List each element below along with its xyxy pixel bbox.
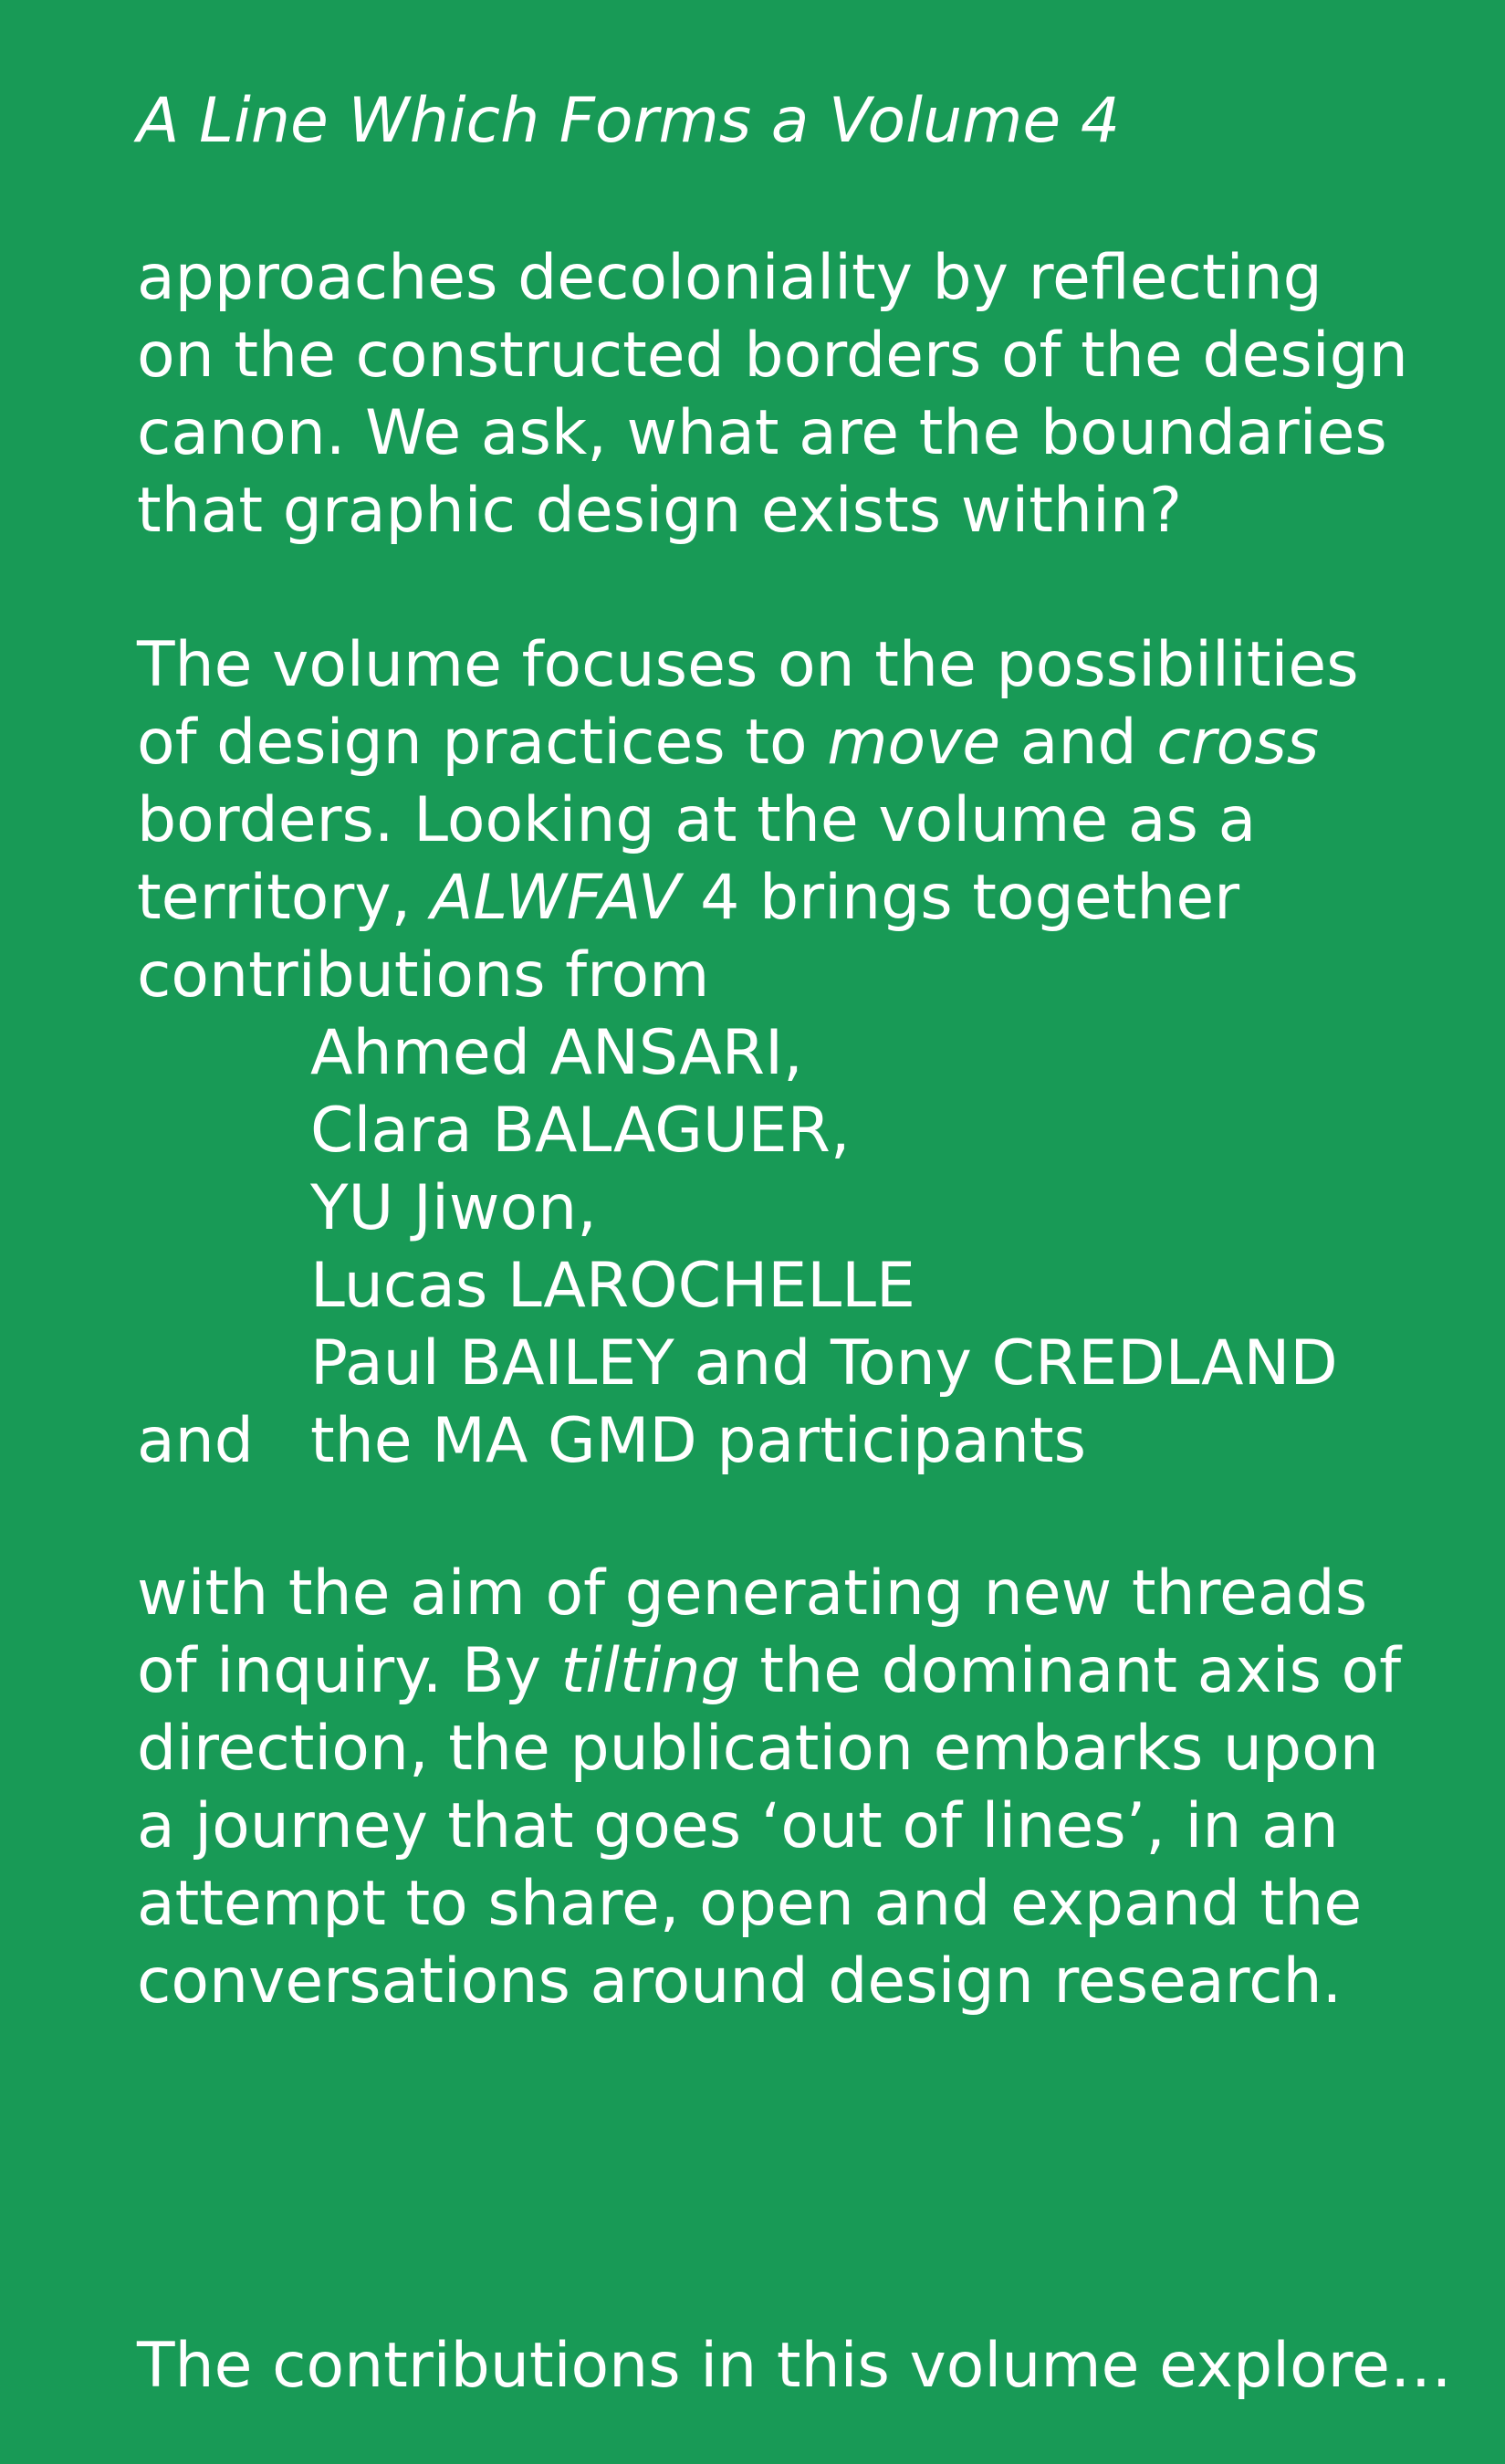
text-line: approaches decoloniality by reflecting <box>137 242 1322 314</box>
text-line: direction, the publication embarks upon <box>137 1713 1379 1785</box>
contributor-yu: YU Jiwon, <box>310 1172 597 1244</box>
text-line: attempt to share, open and expand the <box>137 1868 1363 1940</box>
text-fragment: and <box>1000 707 1157 779</box>
contributor-ma-gmd: the MA GMD participants <box>310 1405 1086 1477</box>
contributor-last-line <box>137 1402 1359 1480</box>
emphasis-alwfav: ALWFAV <box>430 862 681 934</box>
text-fragment: of inquiry. By <box>137 1635 561 1707</box>
text-fragment: 4 brings together <box>680 862 1240 934</box>
text-line: The volume focuses on the possibilities <box>137 629 1359 701</box>
footer-line <box>137 2327 1452 2405</box>
contributor-bailey-credland: Paul BAILEY and Tony CREDLAND <box>310 1327 1338 1400</box>
page-title: A Line Which Forms a Volume 4 <box>137 85 1121 157</box>
text-line: a journey that goes ‘out of lines’, in an <box>137 1790 1339 1862</box>
footer-text: The contributions in this volume explore… <box>137 2330 1452 2402</box>
text-line: contributions from <box>137 939 710 1012</box>
text-line <box>137 859 1359 937</box>
text-line <box>137 704 1359 781</box>
contributor-ansari: Ahmed ANSARI, <box>310 1017 803 1089</box>
intro-paragraph <box>137 239 1408 550</box>
text-fragment: territory, <box>137 862 431 934</box>
emphasis-cross: cross <box>1156 707 1320 779</box>
text-fragment: the dominant axis of <box>739 1635 1402 1707</box>
and-label: and <box>137 1405 254 1477</box>
contributor-larochelle: Lucas LAROCHELLE <box>310 1250 915 1322</box>
text-line: with the aim of generating new threads <box>137 1557 1368 1630</box>
text-line: that graphic design exists within? <box>137 475 1183 547</box>
text-line <box>137 1632 1401 1710</box>
focus-paragraph <box>137 626 1359 1480</box>
text-line: borders. Looking at the volume as a <box>137 784 1257 856</box>
aim-paragraph <box>137 1555 1401 2020</box>
page <box>137 0 1479 2464</box>
text-fragment: of design practices to <box>137 707 828 779</box>
emphasis-tilting: tilting <box>560 1635 740 1707</box>
text-line: conversations around design research. <box>137 1945 1343 2018</box>
emphasis-move: move <box>827 707 1001 779</box>
text-line: on the constructed borders of the design <box>137 320 1408 392</box>
contributor-balaguer: Clara BALAGUER, <box>310 1095 851 1167</box>
text-line: canon. We ask, what are the boundaries <box>137 397 1387 469</box>
